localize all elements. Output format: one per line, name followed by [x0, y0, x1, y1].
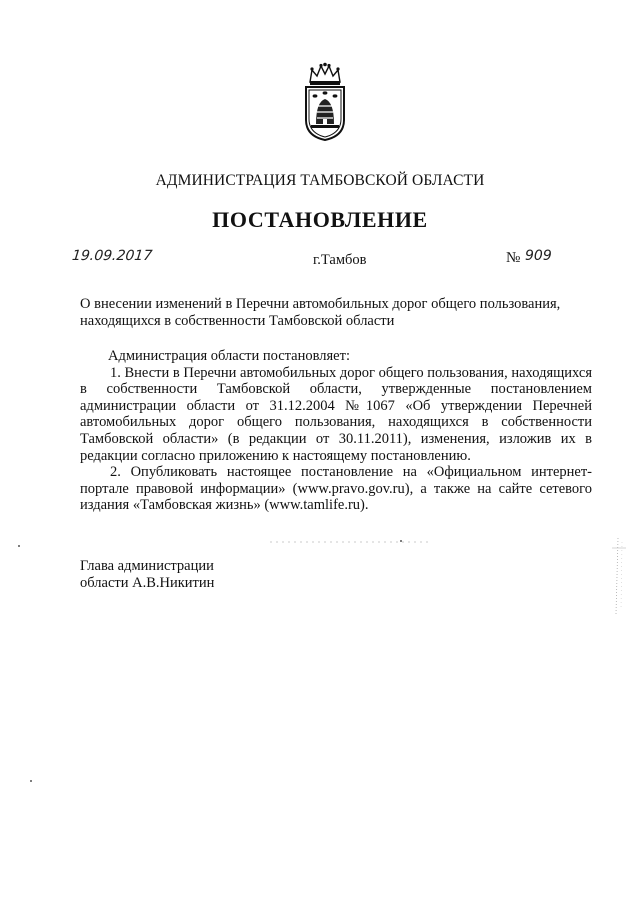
organization-title: АДМИНИСТРАЦИЯ ТАМБОВСКОЙ ОБЛАСТИ — [155, 172, 485, 189]
handwritten-number: 909 — [525, 248, 552, 264]
scan-edge-artifact — [606, 536, 628, 616]
body-item-1: 1. Внести в Перечни автомобильных дорог общего пользования, находящихся в собственности Тамбовской области, утвержденные постановлением администрации области от 31.12.2004 №1067 «Об утверждении Перечней автомобильных дорог общего пользования, находящихся в собственности Тамбовской области» (в редакции от 30.11.2011), изменения, изложив их в редакции согласно приложению к настоящему постановлению. — [80, 364, 592, 464]
number-sign: № — [506, 250, 521, 266]
scan-dot — [400, 540, 402, 542]
scan-dash-artifact — [270, 541, 430, 543]
document-subject — [80, 296, 600, 329]
document-body — [80, 348, 592, 514]
tambov-coat-of-arms-icon — [298, 62, 352, 142]
handwritten-date: 19.09.2017 — [71, 248, 154, 264]
document-type-heading: ПОСТАНОВЛЕНИЕ — [212, 207, 428, 232]
subject-line-2: находящихся в собственности Тамбовской области — [80, 312, 395, 329]
signature-position: Глава администрации — [80, 558, 214, 574]
body-item-2: 2. Опубликовать настоящее постановление на «Официальном интернет-портале правовой информации» (www.pravo.gov.ru), а также на сайте сетевого издания «Тамбовская жизнь» (www.tamlife.ru). — [80, 464, 592, 514]
subject-line-1: О внесении изменений в Перечни автомобильных дорог общего пользования, — [80, 296, 561, 312]
body-lead: Администрация области постановляет: — [108, 348, 350, 364]
scan-dot — [30, 780, 32, 782]
scan-dot — [18, 545, 20, 547]
city-label: г.Тамбов — [313, 252, 367, 268]
signature-name: области А.В.Никитин — [80, 575, 215, 591]
signature-block — [80, 558, 214, 592]
